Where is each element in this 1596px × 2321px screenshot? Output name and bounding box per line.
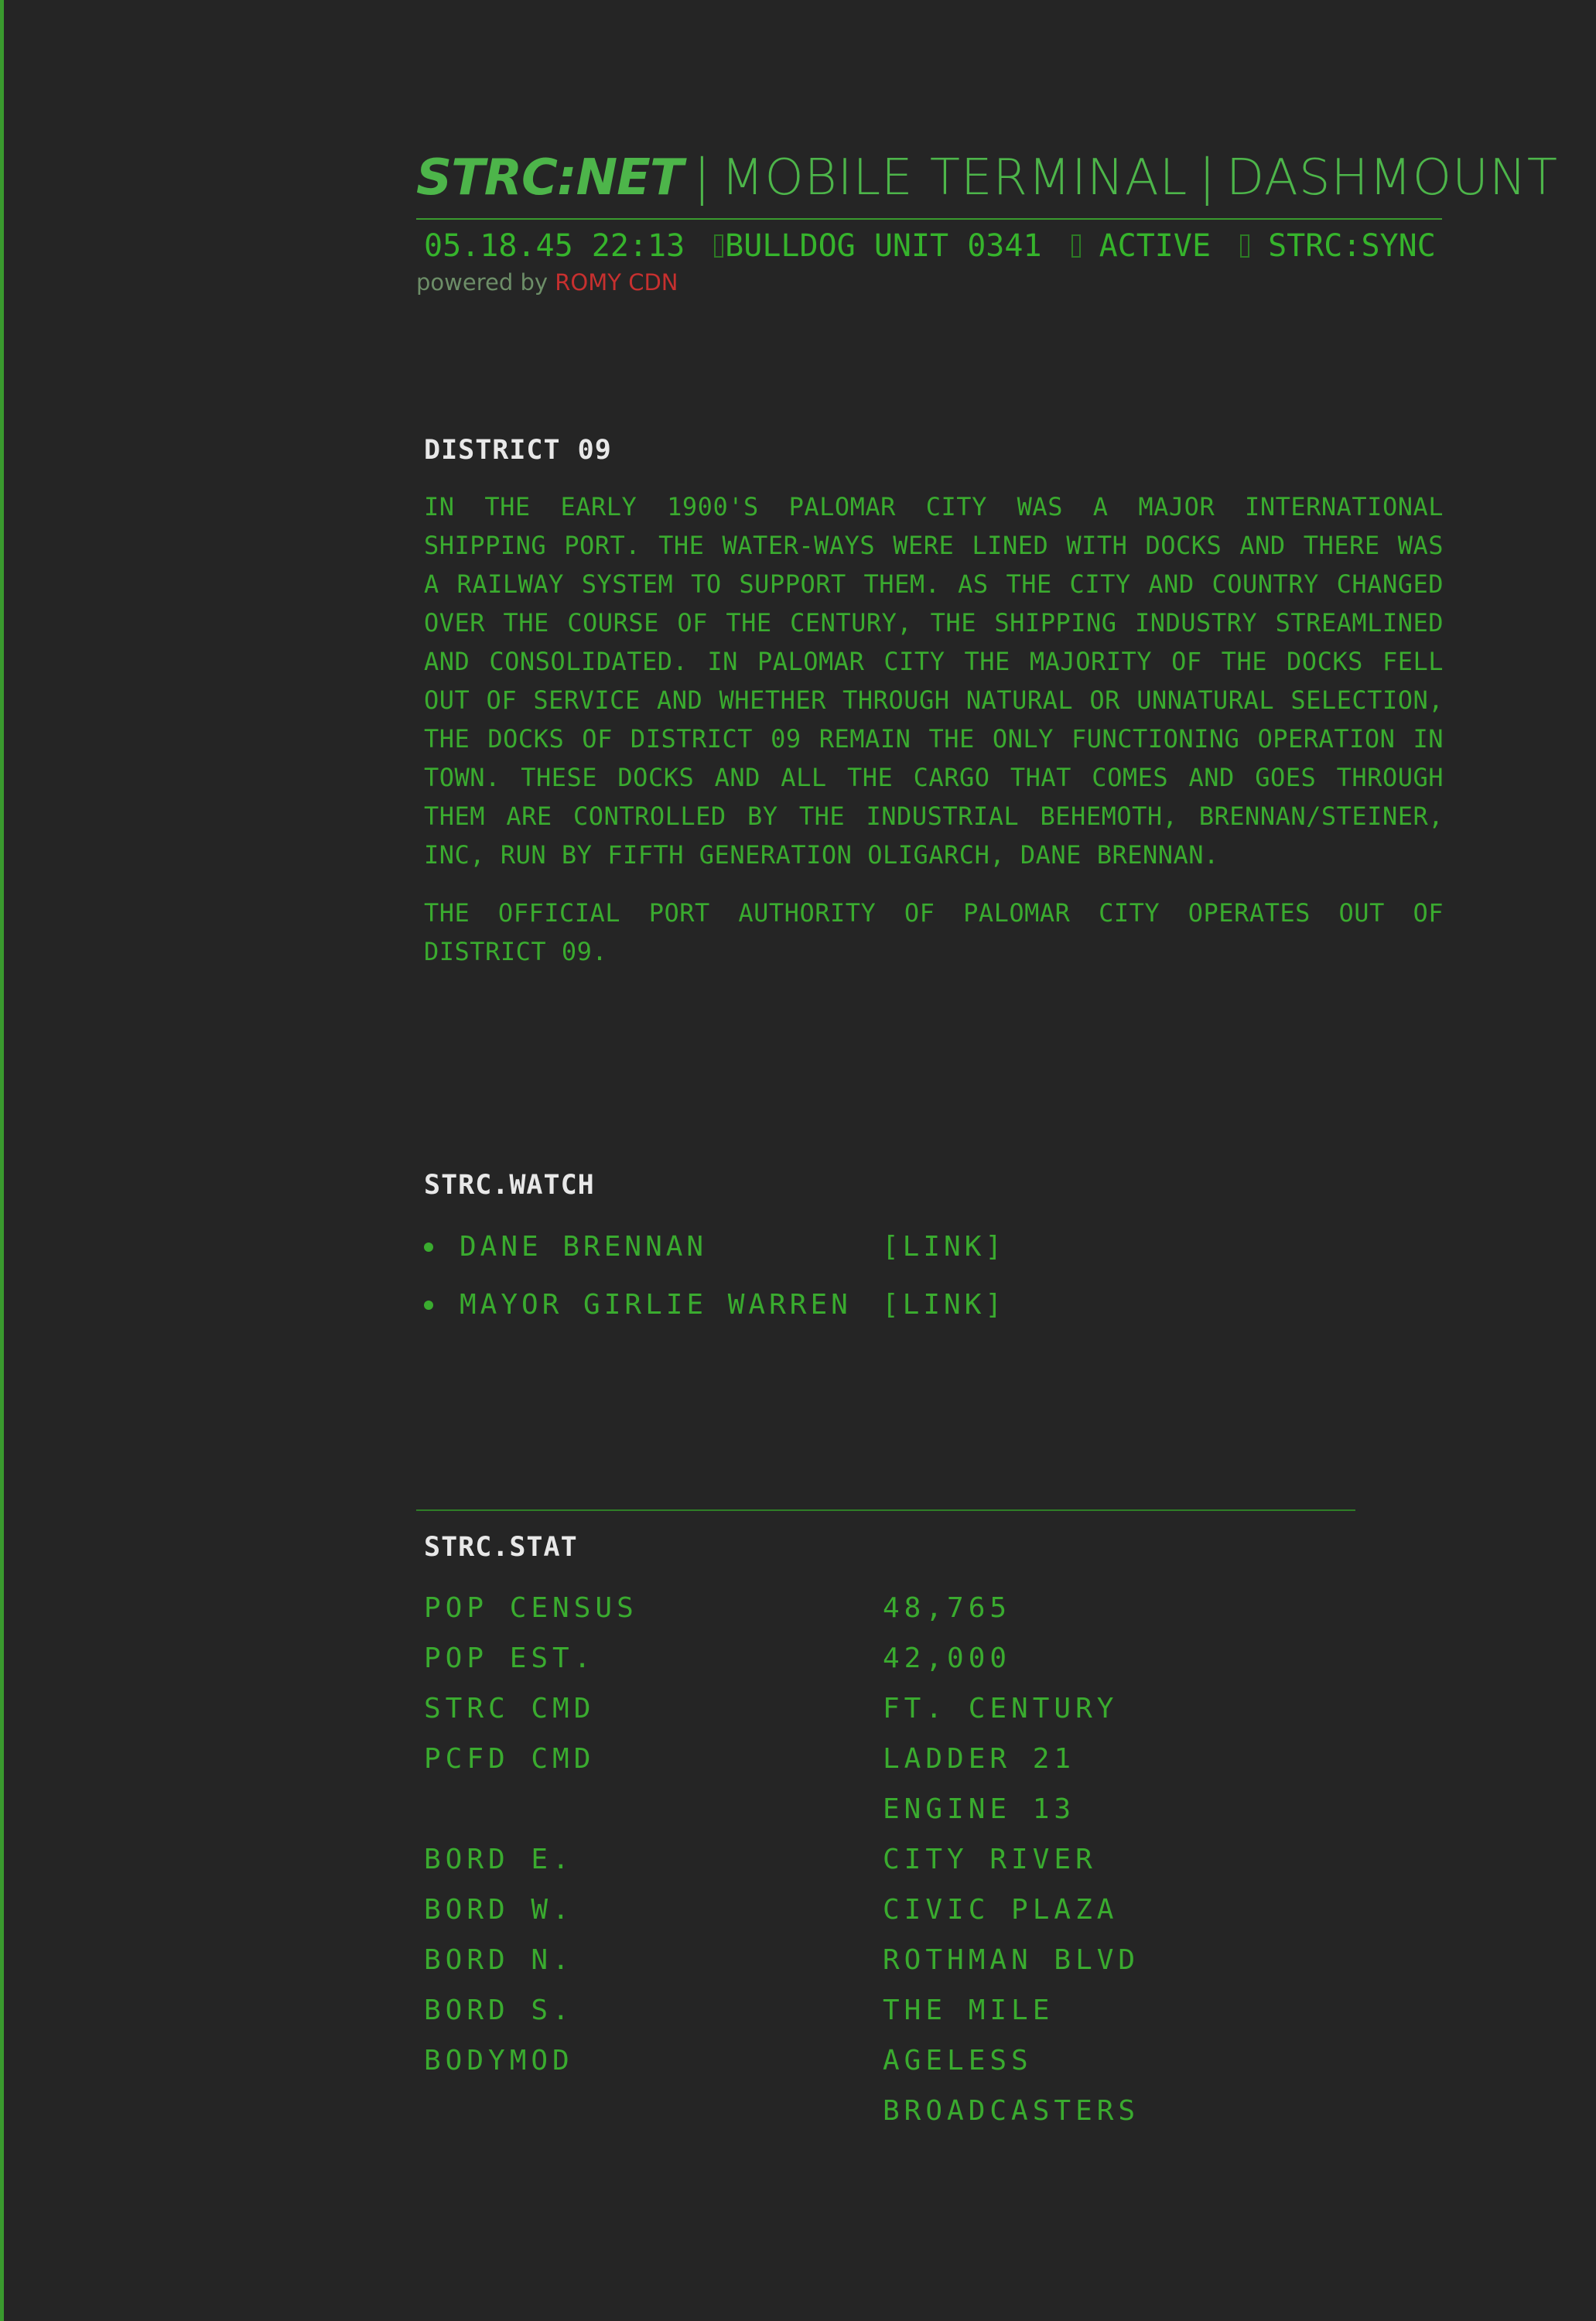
stat-row (424, 1834, 1445, 1885)
watch-item (424, 1218, 1445, 1276)
stat-value: AGELESS (883, 2045, 1033, 2077)
stat-key: BORD W. (424, 1894, 574, 1926)
stat-value: CITY RIVER (883, 1844, 1097, 1875)
terminal-header (416, 147, 1558, 296)
stat-key: POP EST. (424, 1642, 596, 1674)
stat-value: FT. CENTURY (883, 1693, 1119, 1725)
stat-value: THE MILE (883, 1995, 1054, 2026)
stat-heading: STRC.STAT (424, 1532, 578, 1563)
status-bar (416, 226, 1445, 266)
separator-glyph-icon (1071, 234, 1081, 258)
stat-row (424, 1683, 1445, 1734)
mobile-terminal-title: MOBILE TERMINAL (721, 149, 1188, 207)
district-section (416, 435, 1444, 990)
district-heading: DISTRICT 09 (424, 435, 612, 466)
stat-key: BORD N. (424, 1944, 574, 1976)
stat-value: 48,765 (883, 1592, 1012, 1624)
watch-item-name: DANE BRENNAN (460, 1231, 708, 1263)
watch-section (416, 1170, 1445, 1334)
section-divider (416, 1509, 1355, 1511)
left-edge-rule (0, 0, 4, 2321)
stat-value: BROADCASTERS (883, 2095, 1140, 2127)
stat-row (424, 1633, 1445, 1683)
header-divider (416, 218, 1442, 220)
stat-value: CIVIC PLAZA (883, 1894, 1119, 1926)
separator-glyph-icon (1240, 234, 1249, 258)
title-separator: | (1198, 149, 1215, 207)
stat-row (424, 2036, 1445, 2086)
stat-key: BORD S. (424, 1995, 574, 2026)
datetime-readout: 05.18.45 22:13 (424, 228, 685, 264)
stat-table (424, 1583, 1445, 2136)
status-active: ACTIVE (1099, 228, 1212, 264)
stat-row (424, 1784, 1445, 1834)
stat-row (424, 2086, 1445, 2136)
stat-key: BORD E. (424, 1844, 574, 1875)
dashmount-title: DASHMOUNT (1225, 149, 1558, 207)
watch-item-link[interactable]: [LINK] (882, 1231, 1006, 1263)
stat-row (424, 1583, 1445, 1633)
title-bar (416, 147, 1558, 209)
district-paragraph: THE OFFICIAL PORT AUTHORITY OF PALOMAR CITY OPERATES OUT OF DISTRICT 09. (424, 898, 1444, 966)
stat-key: STRC CMD (424, 1693, 596, 1725)
title-separator: | (693, 149, 711, 207)
unit-id: BULLDOG UNIT 0341 (725, 228, 1042, 264)
stat-value: ROTHMAN BLVD (883, 1944, 1140, 1976)
stat-section (416, 1532, 1445, 2136)
terminal-content (416, 147, 1558, 2127)
stat-row (424, 1985, 1445, 2036)
district-paragraph: IN THE EARLY 1900'S PALOMAR CITY WAS A MAJOR INTERNATIONAL SHIPPING PORT. THE WATER-WAYS WERE LINED WITH DOCKS AND THERE WAS A RAILWAY SYSTEM TO SUPPORT THEM. AS THE CITY AND COUNTRY CHANGED OVER THE COURSE OF THE CENTURY, THE SHIPPING INDUSTRY STREAMLINED AND CONSOLIDATED. IN PALOMAR CITY THE MAJORITY OF THE DOCKS FELL OUT OF SERVICE AND WHETHER THROUGH NATURAL OR UNNATURAL SELECTION, THE DOCKS OF DISTRICT 09 REMAIN THE ONLY FUNCTIONING OPERATION IN TOWN. THESE DOCKS AND ALL THE CARGO THAT COMES AND GOES THROUGH THEM ARE CONTROLLED BY THE INDUSTRIAL BEHEMOTH, BRENNAN/STEINER, INC, RUN BY FIFTH GENERATION OLIGARCH, DANE BRENNAN. (424, 492, 1444, 870)
bullet-icon (424, 1243, 433, 1252)
brand-logo[interactable]: STRC:NET (416, 149, 683, 207)
stat-row (424, 1734, 1445, 1784)
watch-item-name: MAYOR GIRLIE WARREN (460, 1289, 852, 1321)
stat-row (424, 1885, 1445, 1935)
stat-key: POP CENSUS (424, 1592, 638, 1624)
stat-value: 42,000 (883, 1642, 1012, 1674)
stat-key: PCFD CMD (424, 1743, 596, 1775)
watch-heading: STRC.WATCH (424, 1170, 595, 1201)
powered-by (416, 269, 1445, 296)
watch-item-link[interactable]: [LINK] (882, 1289, 1006, 1321)
stat-value: ENGINE 13 (883, 1793, 1076, 1825)
watch-list (424, 1218, 1445, 1334)
cdn-name[interactable]: ROMY CDN (555, 269, 678, 296)
powered-by-prefix: powered by (416, 269, 549, 296)
district-body (424, 487, 1444, 971)
stat-value: LADDER 21 (883, 1743, 1076, 1775)
stat-row (424, 1935, 1445, 1985)
stat-key: BODYMOD (424, 2045, 574, 2077)
watch-item (424, 1276, 1445, 1334)
sync-status: STRC:SYNC (1268, 228, 1436, 264)
bullet-icon (424, 1301, 433, 1310)
separator-glyph-icon (714, 234, 723, 258)
